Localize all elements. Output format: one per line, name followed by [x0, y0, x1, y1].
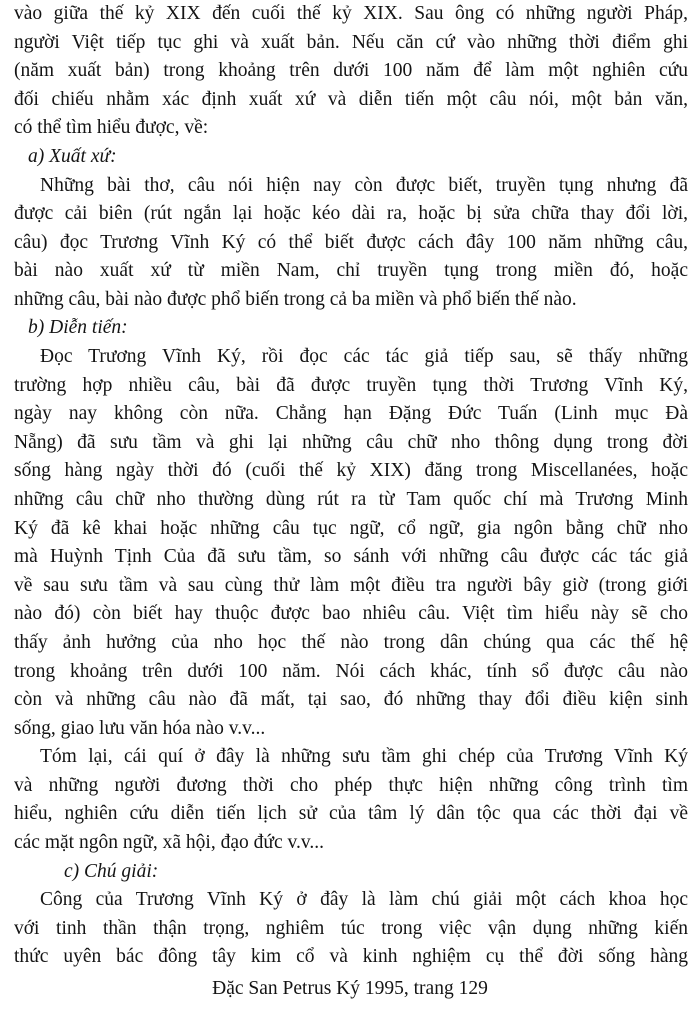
text-line: Nẵng) đã sưu tầm và ghi lại những câu chữ nho thông dụng trong đời	[14, 431, 688, 453]
text-line: Đọc Trương Vĩnh Ký, rồi đọc các tác giả tiếp sau, sẽ thấy những	[40, 346, 688, 368]
text-line: những câu chữ nho thường dùng rút ra từ Tam quốc chí mà Trương Minh	[14, 489, 688, 510]
text-line: bài nào xuất xứ từ miền Nam, chỉ truyền tụng trong miền đó, hoặc	[14, 260, 688, 282]
text-line: vào giữa thế kỷ XIX đến cuối thế kỷ XIX. Sau ông có những người Pháp,	[14, 3, 688, 24]
text-line: ngày nay không còn nữa. Chẳng hạn Đặng Đức Tuấn (Linh mục Đà	[14, 403, 688, 425]
section-heading-c: c) Chú giải:	[64, 860, 159, 882]
text-line: sống, giao lưu văn hóa nào v.v...	[14, 717, 266, 739]
text-line: nào đó) còn biết hay thuộc được bao nhiêu câu. Việt tìm hiểu này sẽ cho	[14, 603, 688, 625]
text-line: người Việt tiếp tục ghi và xuất bản. Nếu căn cứ vào những thời điểm ghi	[14, 31, 688, 53]
text-line: trường hợp nhiều câu, bài đã được truyền tụng thời Trương Vĩnh Ký,	[14, 374, 688, 396]
text-line: và những người đương thời cho phép thực hiện những công trình tìm	[14, 774, 688, 796]
text-line: mà Huỳnh Tịnh Của đã sưu tầm, so sánh với những câu được các tác giả	[14, 546, 688, 568]
text-line: hiểu, nghiên cứu diễn tiến lịch sử của tâm lý dân tộc qua các thời đại về	[14, 803, 688, 825]
text-line: Công của Trương Vĩnh Ký ở đây là làm chú giải một cách khoa học	[40, 889, 688, 911]
text-line: Những bài thơ, câu nói hiện nay còn được biết, truyền tụng nhưng đã	[40, 174, 688, 196]
text-line: được cải biên (rút ngắn lại hoặc kéo dài ra, hoặc bị sửa chữa thay đổi lời,	[14, 203, 688, 225]
text-line: sống hàng ngày thời đó (cuối thế kỷ XIX) đăng trong Miscellanées, hoặc	[14, 460, 688, 482]
text-line: về sau sưu tầm và sau cùng thử làm một điều tra người bây giờ (trong giới	[14, 574, 688, 596]
text-line: đối chiếu nhằm xác định xuất xứ và diễn tiến một câu nói, một bản văn,	[14, 88, 688, 110]
text-line: những câu, bài nào được phổ biến trong cả ba miền và phổ biến thế nào.	[14, 288, 577, 310]
text-line: các mặt ngôn ngữ, xã hội, đạo đức v.v...	[14, 832, 324, 854]
text-line: có thể tìm hiểu được, về:	[14, 117, 209, 139]
text-line: với tinh thần thận trọng, nghiêm túc trong việc vận dụng những kiến	[14, 917, 688, 939]
text-line: Ký đã kê khai hoặc những câu tục ngữ, cổ ngữ, gia ngôn bằng chữ nho	[14, 517, 688, 539]
text-line: (năm xuất bản) trong khoảng trên dưới 100 năm để làm một nghiên cứu	[14, 60, 688, 82]
text-line: thức uyên bác đông tây kim cổ và kinh nghiệm cụ thể đời sống hàng	[14, 946, 688, 968]
text-line: trong khoảng trên dưới 100 năm. Nói cách khác, tính sổ được câu nào	[14, 660, 688, 682]
page-footer: Đặc San Petrus Ký 1995, trang 129	[212, 978, 488, 999]
text-line: câu) đọc Trương Vĩnh Ký có thể biết được cách đây 100 năm những câu,	[14, 231, 688, 253]
text-line: còn và những câu nào đã mất, tại sao, đó những thay đổi điều kiện sinh	[14, 689, 688, 711]
section-heading-a: a) Xuất xứ:	[28, 145, 117, 167]
text-line: thấy ảnh hưởng của nho học thế nào trong dân chúng qua các thế hệ	[14, 631, 688, 653]
text-line: Tóm lại, cái quí ở đây là những sưu tầm ghi chép của Trương Vĩnh Ký	[40, 746, 688, 768]
section-heading-b: b) Diễn tiến:	[28, 317, 128, 339]
